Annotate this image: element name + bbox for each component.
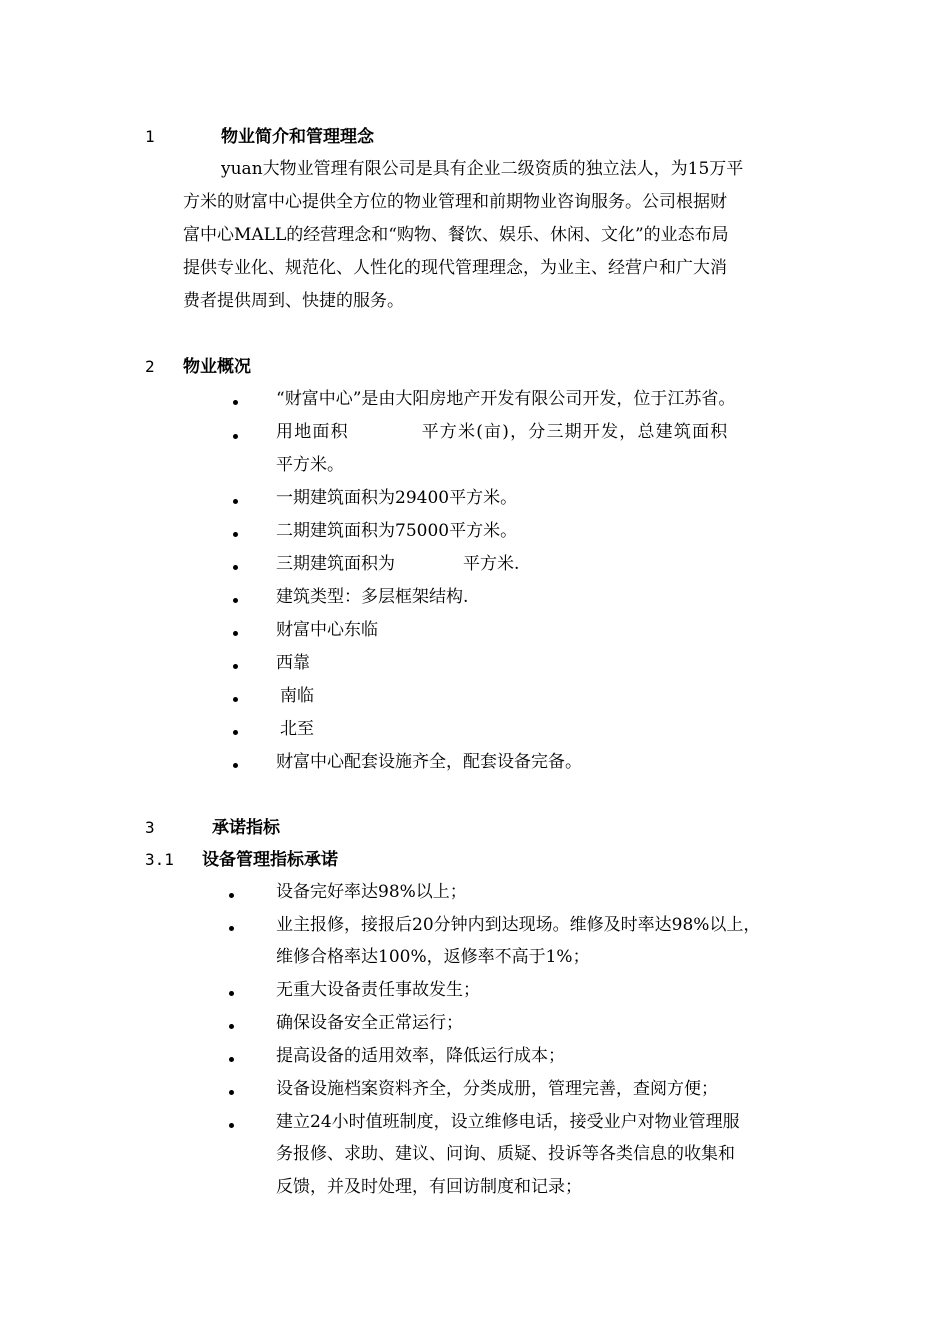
bullet-icon xyxy=(229,991,234,996)
section-3-title: 承诺指标 xyxy=(212,818,280,838)
list-item-text: 北至 xyxy=(280,719,314,739)
list-item-text: 三期建筑面积为 平方米. xyxy=(276,554,520,574)
bullet-icon xyxy=(229,1090,234,1095)
list-item-text: 二期建筑面积为75000平方米。 xyxy=(276,521,518,541)
bullet-icon xyxy=(229,1024,234,1029)
list-item-text: 财富中心配套设施齐全，配套设备完备。 xyxy=(276,752,582,772)
list-item-text: 设备设施档案资料齐全，分类成册，管理完善，查阅方便； xyxy=(276,1079,718,1099)
list-item-text-continued: 平方米。 xyxy=(276,455,344,475)
list-item-text: 建立24小时值班制度，设立维修电话，接受业户对物业管理服 xyxy=(276,1112,740,1132)
section-1-title: 物业简介和管理理念 xyxy=(221,127,374,147)
list-item-text: 设备完好率达98%以上； xyxy=(276,882,467,902)
bullet-icon xyxy=(233,499,238,504)
bullet-icon xyxy=(233,664,238,669)
list-item-text: 南临 xyxy=(280,686,314,706)
section-3-number: 3 xyxy=(145,818,155,837)
list-item-text: 无重大设备责任事故发生； xyxy=(276,980,480,1000)
bullet-icon xyxy=(233,532,238,537)
list-item-text: 用地面积 平方米(亩)，分三期开发，总建筑面积 xyxy=(276,422,729,442)
list-item-text: 一期建筑面积为29400平方米。 xyxy=(276,488,518,508)
section-2-title: 物业概况 xyxy=(183,357,251,377)
list-item-text: 建筑类型：多层框架结构. xyxy=(276,587,469,607)
paragraph-line: 富中心MALL的经营理念和“购物、餐饮、娱乐、休闲、文化”的业态布局 xyxy=(183,225,729,245)
bullet-icon xyxy=(233,400,238,405)
paragraph-line: yuan大物业管理有限公司是具有企业二级资质的独立法人，为15万平 xyxy=(221,159,744,179)
list-item-text-continued: 务报修、求助、建议、问询、质疑、投诉等各类信息的收集和 xyxy=(276,1144,735,1164)
bullet-icon xyxy=(229,1123,234,1128)
list-item-text-continued: 反馈，并及时处理，有回访制度和记录； xyxy=(276,1177,582,1197)
list-item-text: 西靠 xyxy=(276,653,310,673)
bullet-icon xyxy=(233,565,238,570)
section-2-number: 2 xyxy=(145,357,155,376)
section-1-number: 1 xyxy=(145,127,155,146)
bullet-icon xyxy=(233,434,238,439)
bullet-icon xyxy=(233,697,238,702)
list-item-text: 业主报修，接报后20分钟内到达现场。维修及时率达98%以上， xyxy=(276,915,761,935)
section-3-1-title: 设备管理指标承诺 xyxy=(202,850,338,870)
paragraph-line: 提供专业化、规范化、人性化的现代管理理念，为业主、经营户和广大消 xyxy=(183,258,727,278)
bullet-icon xyxy=(229,926,234,931)
bullet-icon xyxy=(229,1057,234,1062)
bullet-icon xyxy=(233,763,238,768)
list-item-text-continued: 维修合格率达100%，返修率不高于1%； xyxy=(276,947,590,967)
paragraph-line: 费者提供周到、快捷的服务。 xyxy=(183,291,404,311)
paragraph-line: 方米的财富中心提供全方位的物业管理和前期物业咨询服务。公司根据财 xyxy=(183,192,727,212)
list-item-text: 确保设备安全正常运行； xyxy=(276,1013,463,1033)
bullet-icon xyxy=(233,598,238,603)
bullet-icon xyxy=(229,893,234,898)
list-item-text: 财富中心东临 xyxy=(276,620,378,640)
bullet-icon xyxy=(233,730,238,735)
list-item-text: “财富中心”是由大阳房地产开发有限公司开发，位于江苏省。 xyxy=(276,389,736,409)
bullet-icon xyxy=(233,631,238,636)
section-3-1-number: 3.1 xyxy=(145,850,174,869)
list-item-text: 提高设备的适用效率，降低运行成本； xyxy=(276,1046,565,1066)
